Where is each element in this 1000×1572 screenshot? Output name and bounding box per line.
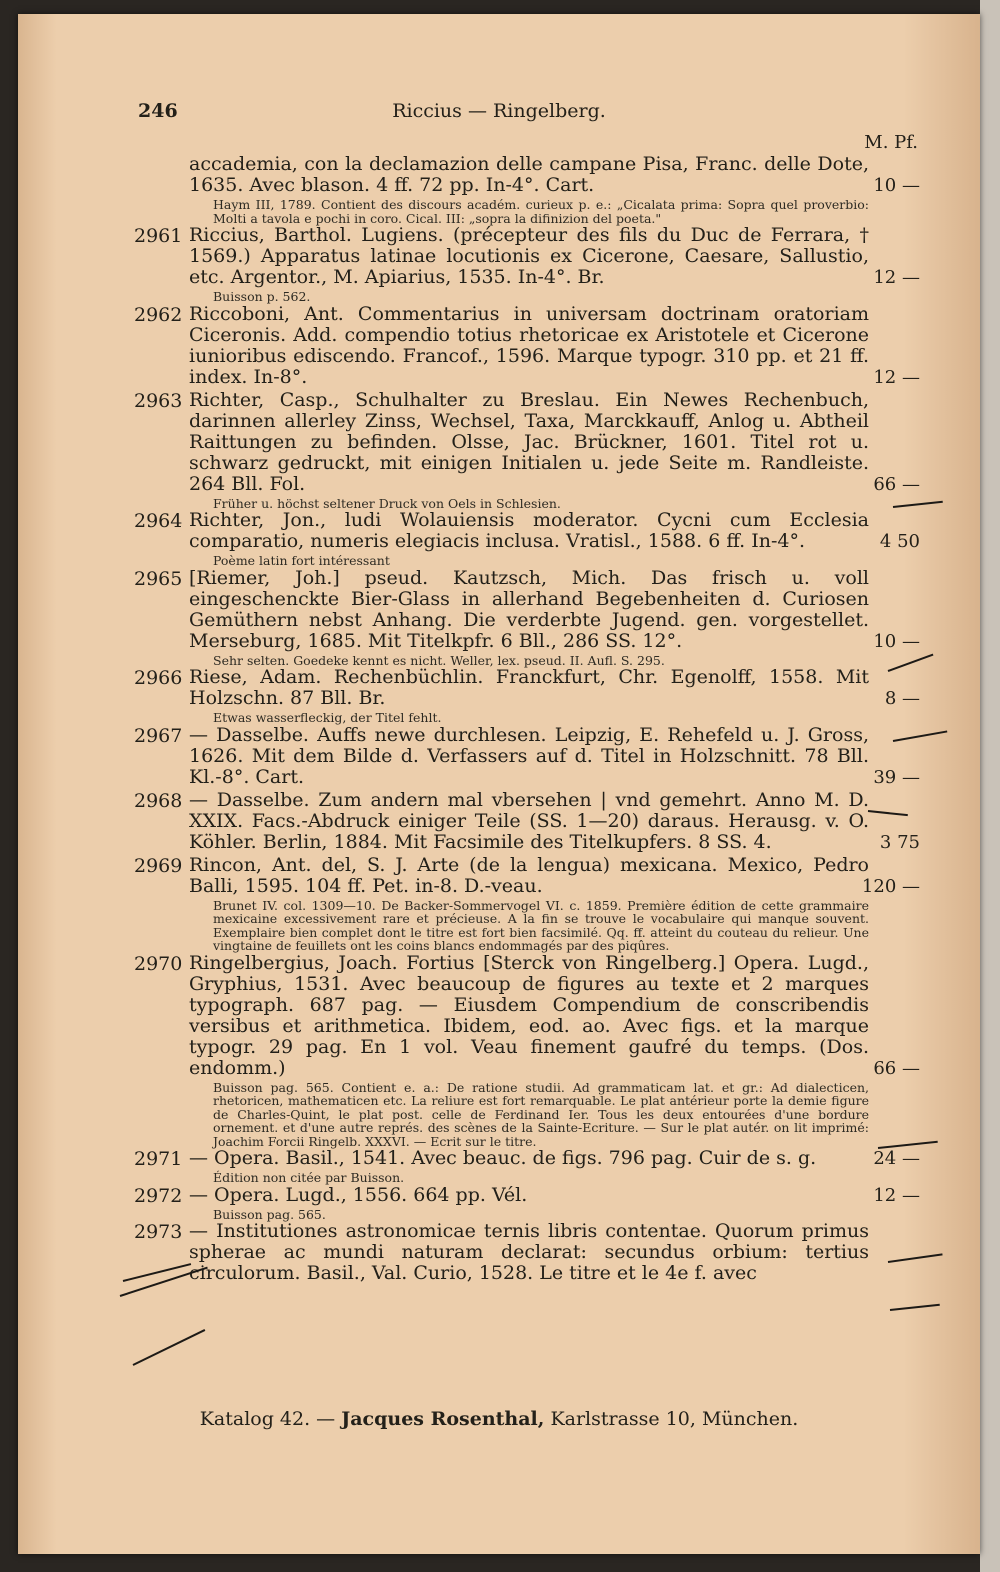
pen-mark	[890, 1304, 940, 1311]
entry-price: 12 —	[873, 1184, 920, 1206]
entry-text: Ringelbergius, Joach. Fortius [Sterck von Ringelberg.] Opera. Lugd., Gryphius, 1531. Avec beaucoup de figures au texte et 2 marques typograph. 687 pag. — Eiusdem Compendium de conscribendis versibus et arithmetica. Ibidem, eod. ao. Avec figs. et la marque typogr. 29 pag. En 1 vol. Veau finement gaufré du temps. (Dos. endomm.)	[189, 951, 869, 1079]
entry-number: 2966	[134, 667, 183, 689]
footer-catalog: Katalog 42. —	[199, 1408, 336, 1430]
footer-publisher: Jacques Rosenthal,	[341, 1408, 545, 1430]
entry-number: 2967	[134, 724, 183, 747]
catalog-entry	[18, 568, 980, 652]
entry-price: 66 —	[873, 1057, 920, 1079]
entry-note: Brunet IV. col. 1309—10. De Backer-Sommervogel VI. c. 1859. Première édition de cette grammaire mexicaine excessivement rare et précieuse. A la fin se trouve le vocabulaire qui manque souvent. Exemplaire bien complet dont le titre est fort bien facsimilé. Qq. ff. atteint du couteau du relieur. Une vingtaine de feuillets ont les coins blancs endommagés par des piqûres.	[213, 897, 869, 953]
entry-note: Haym III, 1789. Contient des discours académ. curieux p. e.: „Cicalata prima: Sopra quel proverbio: Molti a tavola e pochi in coro. Cical. III: „sopra la difinizion del poeta."	[213, 197, 869, 226]
entry-note: Buisson pag. 565.	[213, 1206, 326, 1222]
page-title: Riccius — Ringelberg.	[392, 100, 606, 122]
entry-number: 2968	[134, 789, 183, 812]
entry-text: — Institutiones astronomicae ternis libris contentae. Quorum primus spherae ac mundi naturam declarat: secundus orbium: tertius circulorum. Basil., Val. Curio, 1528. Le titre et le 4e f. avec	[189, 1220, 869, 1284]
catalog-entry	[18, 667, 980, 709]
entry-text: Rincon, Ant. del, S. J. Arte (de la lengua) mexicana. Mexico, Pedro Balli, 1595. 104 ff. Pet. in-8. D.-veau.	[189, 853, 869, 897]
entry-text: Richter, Jon., ludi Wolauiensis moderator. Cycni cum Ecclesia comparatio, numeris elegiacis inclusa. Vratisl., 1588. 6 ff. In-4°.	[189, 509, 869, 552]
catalog-entry	[18, 390, 980, 495]
entry-text: Riese, Adam. Rechenbüchlin. Franckfurt, Chr. Egenolff, 1558. Mit Holzschn. 87 Bll. Br.	[189, 666, 869, 709]
entry-number: 2964	[134, 510, 183, 532]
entry-price: 24 —	[873, 1148, 920, 1169]
entry-text: Riccoboni, Ant. Commentarius in universam doctrinam oratoriam Ciceronis. Add. compendio totius rhetoricae ex Aristotele et Cicerone iunioribus ediscendo. Francof., 1596. Marque typogr. 310 pp. et 21 ff. index. In-8°.	[189, 302, 869, 388]
entry-text: — Opera. Basil., 1541. Avec beauc. de figs. 796 pag. Cuir de s. g.	[189, 1147, 817, 1169]
adjacent-page-edge	[980, 0, 1000, 1572]
catalog-entry	[18, 1221, 980, 1284]
entry-text: Riccius, Barthol. Lugiens. (précepteur des fils du Duc de Ferrara, † 1569.) Apparatus latinae locutionis ex Cicerone, Caesare, Sallustio, etc. Argentor., M. Apiarius, 1535. In-4°. Br.	[189, 224, 869, 288]
entry-price: 39 —	[873, 766, 920, 788]
entry-number: 2969	[134, 854, 183, 877]
page-number: 246	[138, 100, 178, 122]
entry-note: Poème latin fort intéressant	[213, 553, 390, 568]
entry-price: 66 —	[873, 473, 920, 495]
catalog-entry	[18, 304, 980, 388]
catalog-entry	[18, 953, 980, 1079]
entry-number: 2962	[134, 303, 183, 326]
catalog-page	[18, 14, 980, 1554]
entry-text: Richter, Casp., Schulhalter zu Breslau. Ein Newes Rechenbuch, darinnen allerley Zinss, Wechsel, Taxa, Marckkauff, Anlog u. Abtheil Raittungen zu befinden. Olsse, Jac. Brückner, 1601. Titel rot u. schwarz gedruckt, mit einigen Initialen u. jede Seite m. Randleiste. 264 Bll. Fol.	[189, 388, 869, 495]
catalog-entry	[18, 855, 980, 897]
entry-text: accademia, con la declamazion delle campane Pisa, Franc. delle Dote, 1635. Avec blason. 4 ff. 72 pp. In-4°. Cart.	[189, 153, 869, 196]
entry-note: Buisson p. 562.	[213, 289, 311, 304]
catalog-entry	[18, 1148, 980, 1169]
catalog-entry	[18, 154, 980, 196]
entry-note: Früher u. höchst seltener Druck von Oels in Schlesien.	[213, 495, 561, 511]
catalog-entry	[18, 510, 980, 552]
footer-address: Karlstrasse 10, München.	[550, 1408, 799, 1430]
catalog-entry	[18, 1185, 980, 1206]
entry-price: 120 —	[861, 875, 920, 897]
entry-number: 2973	[134, 1221, 183, 1243]
catalog-entry	[18, 225, 980, 288]
entry-text: — Dasselbe. Zum andern mal vbersehen | vnd gemehrt. Anno M. D. XXIX. Facs.-Abdruck einiger Teile (SS. 1—20) daraus. Herausg. v. O. Köhler. Berlin, 1884. Mit Facsimile des Titelkupfers. 8 SS. 4.	[189, 788, 869, 853]
pen-mark	[133, 1329, 206, 1366]
entry-price: 12 —	[873, 366, 920, 388]
entry-price: 10 —	[873, 630, 920, 652]
entry-text: [Riemer, Joh.] pseud. Kautzsch, Mich. Das frisch u. voll eingeschenckte Bier-Glass in allerhand Begebenheiten d. Curiosen Gemüthern nebst Anhang. Die verderbte Jugend. gen. vorgestellet. Merseburg, 1685. Mit Titelkpfr. 6 Bll., 286 SS. 12°.	[189, 566, 869, 652]
catalog-entry	[18, 725, 980, 788]
entry-number: 2972	[134, 1184, 183, 1207]
catalog-entry	[18, 790, 980, 853]
entry-price: 4 50	[879, 531, 920, 552]
entry-number: 2971	[134, 1148, 183, 1170]
entry-note: Etwas wasserfleckig, der Titel fehlt.	[213, 710, 442, 725]
catalog-entries	[18, 154, 980, 1286]
running-head	[18, 100, 980, 130]
entry-number: 2963	[134, 389, 183, 412]
page-footer	[18, 1408, 980, 1430]
entry-price: 3 75	[879, 831, 920, 853]
entry-number: 2961	[134, 225, 183, 247]
entry-text: — Dasselbe. Auffs newe durchlesen. Leipzig, E. Rehefeld u. J. Gross, 1626. Mit dem Bilde d. Verfassers auf d. Titel in Holzschnitt. 78 Bll. Kl.-8°. Cart.	[189, 723, 869, 788]
entry-price: 10 —	[873, 175, 920, 196]
entry-price: 12 —	[873, 267, 920, 288]
entry-note: Sehr selten. Goedeke kennt es nicht. Weller, lex. pseud. II. Aufl. S. 295.	[213, 652, 665, 668]
entry-text: — Opera. Lugd., 1556. 664 pp. Vél.	[189, 1183, 528, 1206]
entry-price: 8 —	[884, 688, 920, 709]
entry-note: Édition non citée par Buisson.	[213, 1170, 405, 1185]
entry-note: Buisson pag. 565. Contient e. a.: De ratione studii. Ad grammaticam lat. et gr.: Ad dialecticen, rhetoricen, mathematicen etc. La reliure est fort remarquable. Le plat antérieur porte la demie figure de Charles-Quint, le plat post. celle de Ferdinand Ier. Tous les deux entourées d'une bordure ornement. et d'une autre représ. des scènes de la Sainte-Ecriture. — Sur le plat autér. on lit imprimé: Joachim Forcii Ringelb. XXXVI. — Ecrit sur le titre.	[213, 1079, 869, 1149]
entry-number: 2970	[134, 952, 183, 975]
entry-number: 2965	[134, 567, 183, 590]
currency-column-header: M. Pf.	[864, 132, 918, 153]
